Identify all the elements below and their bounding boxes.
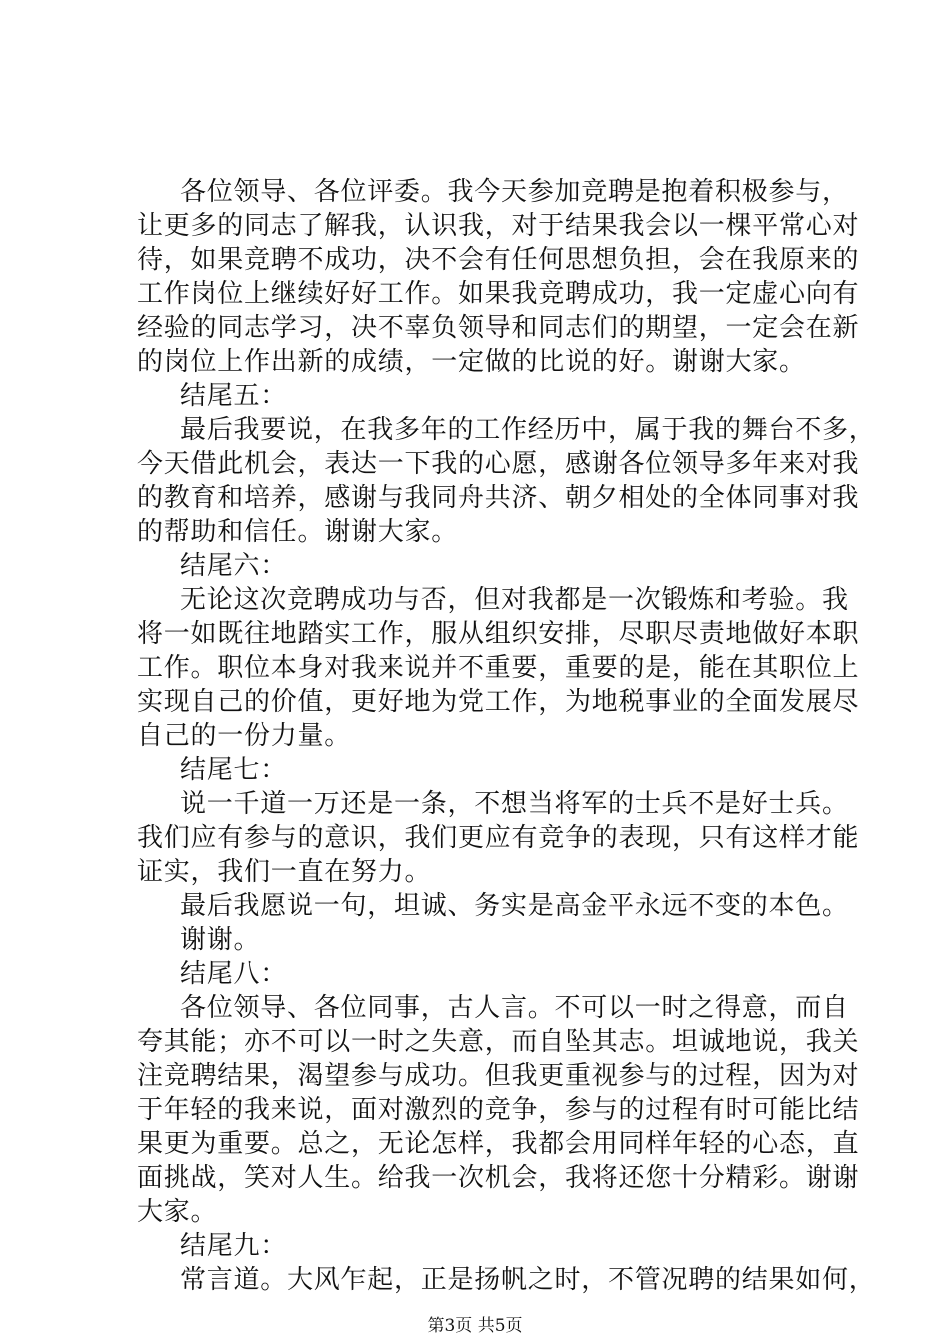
paragraph-line: 我们应有参与的意识，我们更应有竞争的表现，只有这样才能: [137, 823, 860, 853]
paragraph-line: 工作。职位本身对我来说并不重要，重要的是，能在其职位上: [137, 653, 860, 683]
paragraph-line: 让更多的同志了解我，认识我，对于结果我会以一棵平常心对: [137, 211, 860, 241]
paragraph-line: 将一如既往地踏实工作，服从组织安排，尽职尽责地做好本职: [137, 619, 860, 649]
paragraph-line: 的教育和培养，感谢与我同舟共济、朝夕相处的全体同事对我: [137, 483, 860, 513]
paragraph-line: 果更为重要。总之，无论怎样，我都会用同样年轻的心态，直: [137, 1129, 860, 1159]
paragraph-line: 谢谢。: [180, 925, 261, 955]
paragraph-line: 大家。: [137, 1197, 218, 1227]
paragraph-line: 夸其能；亦不可以一时之失意，而自坠其志。坦诚地说，我关: [137, 1027, 860, 1057]
paragraph-line: 于年轻的我来说，面对激烈的竞争，参与的过程有时可能比结: [137, 1095, 860, 1125]
paragraph-line: 工作岗位上继续好好工作。如果我竞聘成功，我一定虚心向有: [137, 279, 860, 309]
section-heading: 结尾八：: [180, 959, 288, 989]
paragraph-line: 证实，我们一直在努力。: [137, 857, 432, 887]
paragraph-line: 无论这次竞聘成功与否，但对我都是一次锻炼和考验。我: [180, 585, 849, 615]
section-heading: 结尾六：: [180, 551, 288, 581]
paragraph-line: 经验的同志学习，决不辜负领导和同志们的期望，一定会在新: [137, 313, 860, 343]
paragraph-line: 各位领导、各位同事，古人言。不可以一时之得意，而自: [180, 993, 849, 1023]
page-footer: 第3页 共5页: [427, 1316, 523, 1336]
section-heading: 结尾五：: [180, 381, 288, 411]
paragraph-line: 说一千道一万还是一条，不想当将军的士兵不是好士兵。: [180, 789, 849, 819]
paragraph-line: 待，如果竞聘不成功，决不会有任何思想负担，会在我原来的: [137, 245, 860, 275]
paragraph-line: 常言道。大风乍起，正是扬帆之时，不管况聘的结果如何，: [180, 1265, 876, 1295]
section-heading: 结尾七：: [180, 755, 288, 785]
paragraph-line: 注竞聘结果，渴望参与成功。但我更重视参与的过程，因为对: [137, 1061, 860, 1091]
paragraph-line: 最后我要说，在我多年的工作经历中，属于我的舞台不多，: [180, 415, 876, 445]
paragraph-line: 面挑战，笑对人生。给我一次机会，我将还您十分精彩。谢谢: [137, 1163, 860, 1193]
paragraph-line: 最后我愿说一句，坦诚、务实是高金平永远不变的本色。: [180, 891, 849, 921]
paragraph-line: 自己的一份力量。: [137, 721, 352, 751]
paragraph-line: 的岗位上作出新的成绩，一定做的比说的好。谢谢大家。: [137, 347, 806, 377]
section-heading: 结尾九：: [180, 1231, 288, 1261]
paragraph-line: 各位领导、各位评委。我今天参加竞聘是抱着积极参与，: [180, 177, 849, 207]
paragraph-line: 今天借此机会，表达一下我的心愿，感谢各位领导多年来对我: [137, 449, 860, 479]
paragraph-line: 实现自己的价值，更好地为党工作，为地税事业的全面发展尽: [137, 687, 860, 717]
paragraph-line: 的帮助和信任。谢谢大家。: [137, 517, 459, 547]
